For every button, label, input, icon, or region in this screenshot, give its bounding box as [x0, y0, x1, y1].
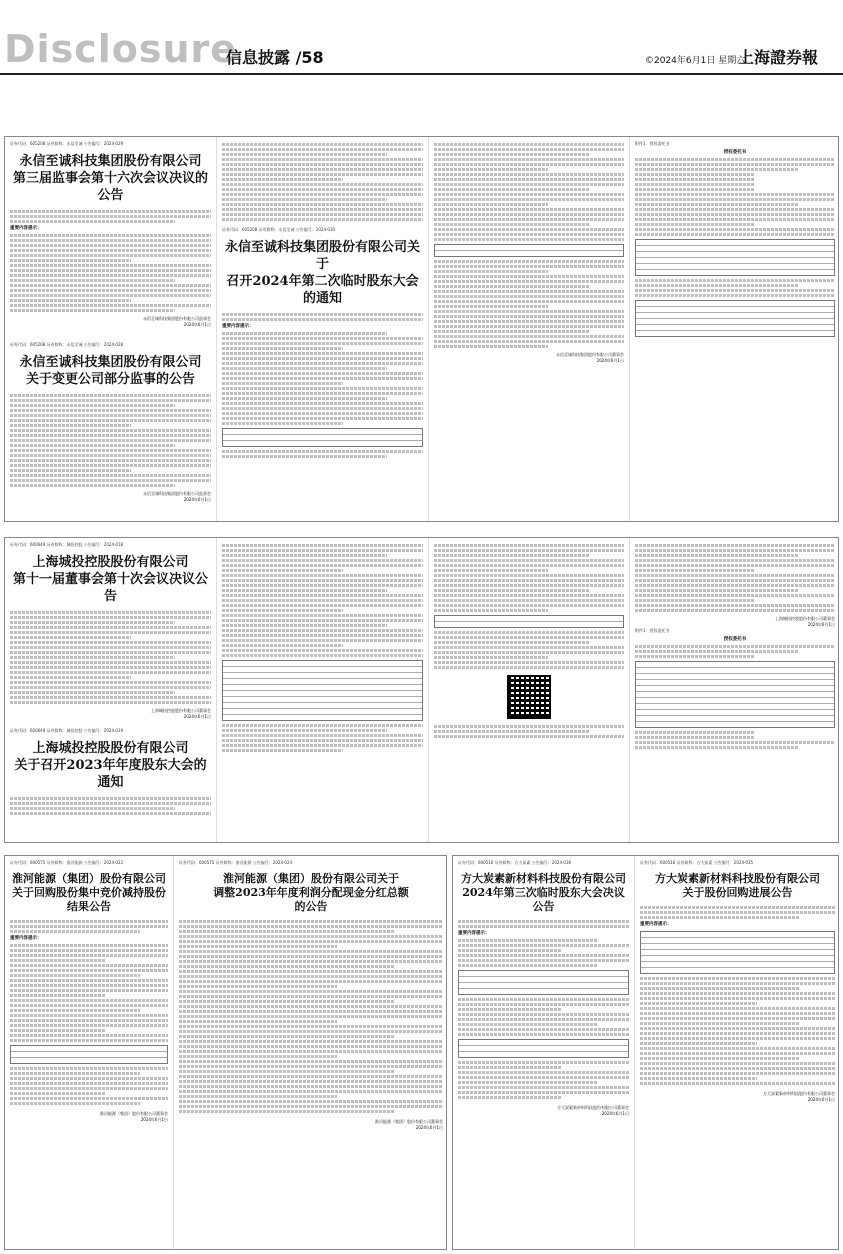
panel-fangda — [452, 855, 839, 1250]
column-4 — [629, 538, 839, 842]
article-meta: 证券代码：605208 证券简称：永信至诚 公告编号：2024-030 — [222, 227, 336, 232]
attachment-label: 附件1：授权委托书 — [635, 628, 670, 633]
article-meta: 证券代码：605208 证券简称：永信至诚 公告编号：2024-029 — [10, 141, 124, 146]
article-title: 上海城投控股股份有限公司 第十一届董事会第十次会议决议公告 — [12, 555, 208, 604]
article-signature: 淮河能源（集团）股份有限公司董事会 2024年6月1日 — [375, 1119, 443, 1130]
article-signature: 永信至诚科技集团股份有限公司董事会 2024年6月1日 — [556, 352, 624, 363]
column-2 — [634, 856, 839, 1249]
section-heading: 重要内容提示： — [10, 936, 42, 941]
masthead-rule — [0, 73, 843, 75]
meeting-table — [434, 615, 624, 628]
section-heading: 重要内容提示： — [10, 226, 42, 231]
article-signature: 淮河能源（集团）股份有限公司董事会 2024年6月1日 — [100, 1111, 168, 1122]
article-title: 永信至诚科技集团股份有限公司关于 召开2024年第二次临时股东大会的通知 — [224, 240, 420, 306]
voting-table — [635, 239, 835, 276]
panel-huaihe — [4, 855, 447, 1250]
authorization-form-title: 授权委托书 — [723, 637, 747, 642]
column-3 — [428, 137, 629, 521]
article-title: 上海城投控股股份有限公司 关于召开2023年年度股东大会的通知 — [14, 741, 207, 790]
article-title: 方大炭素新材料科技股份有限公司 2024年第三次临时股东大会决议公告 — [461, 872, 626, 913]
panel-yongxin — [4, 136, 839, 522]
attendance-table — [458, 970, 629, 995]
article-title: 永信至诚科技集团股份有限公司 第三届监事会第十六次会议决议的公告 — [12, 154, 208, 203]
section-heading: 重要内容提示： — [458, 931, 490, 936]
repurchase-table — [640, 931, 835, 974]
proposal-table — [222, 660, 423, 721]
column-1 — [453, 856, 634, 1249]
article-signature: 永信至诚科技集团股份有限公司监事会 2024年6月1日 — [143, 491, 211, 502]
article-meta: 证券代码：600649 证券简称：城投控股 公告编号：2024-018 — [10, 542, 124, 547]
newspaper-logo: 上海證券報 — [738, 48, 819, 67]
meeting-table — [434, 244, 624, 257]
section-heading: 重要内容提示： — [640, 922, 672, 927]
proposal-table — [222, 428, 423, 447]
attachment-label: 附件1：授权委托书 — [635, 141, 670, 146]
article-meta: 证券代码：600575 证券简称：淮河能源 公告编号：2024-024 — [179, 860, 293, 865]
column-2 — [216, 137, 428, 521]
article-title: 方大炭素新材料科技股份有限公司 关于股份回购进展公告 — [655, 872, 820, 899]
article-meta: 证券代码：600575 证券简称：淮河能源 公告编号：2024-023 — [10, 860, 124, 865]
article-meta: 证券代码：600516 证券简称：方大炭素 公告编号：2024-036 — [458, 860, 572, 865]
article-signature: 上海城投控股股份有限公司董事会 2024年6月1日 — [775, 616, 835, 627]
voting-table — [635, 661, 835, 728]
article-signature: 永信至诚科技集团股份有限公司监事会 2024年6月1日 — [143, 316, 211, 327]
section-label: 信息披露 /58 — [226, 48, 324, 67]
article-meta: 证券代码：605208 证券简称：永信至诚 公告编号：2024-028 — [10, 342, 124, 347]
column-2 — [216, 538, 428, 842]
masthead-wordmark: Disclosure — [4, 27, 238, 71]
article-signature: 方大炭素新材料科技股份有限公司董事会 2024年6月1日 — [763, 1091, 835, 1102]
article-signature: 上海城投控股股份有限公司董事会 2024年6月1日 — [151, 708, 211, 719]
column-1 — [5, 538, 216, 842]
column-1 — [5, 856, 173, 1249]
column-1 — [5, 137, 216, 521]
column-4 — [629, 137, 839, 521]
article-title: 淮河能源（集团）股份有限公司 关于回购股份集中竞价减持股份结果公告 — [12, 872, 166, 913]
section-heading: 重要内容提示： — [222, 324, 254, 329]
voting-result-table — [458, 1039, 629, 1058]
column-2 — [173, 856, 447, 1249]
article-title: 永信至诚科技集团股份有限公司 关于变更公司部分监事的公告 — [19, 355, 202, 387]
article-title: 淮河能源（集团）股份有限公司关于 调整2023年年度利润分配现金分红总额 的公告 — [213, 872, 409, 913]
qr-code-image — [507, 675, 551, 719]
cumulative-voting-table — [635, 300, 835, 337]
panel-chengtou — [4, 537, 839, 843]
issue-date: ©2024年6月1日 星期六 — [645, 56, 746, 66]
article-meta: 证券代码：600516 证券简称：方大炭素 公告编号：2024-035 — [640, 860, 754, 865]
column-3 — [428, 538, 629, 842]
masthead — [0, 0, 843, 74]
authorization-form-title: 授权委托书 — [723, 150, 747, 155]
article-signature: 方大炭素新材料科技股份有限公司董事会 2024年6月1日 — [557, 1105, 629, 1116]
reduction-table — [10, 1045, 168, 1064]
article-meta: 证券代码：600649 证券简称：城投控股 公告编号：2024-019 — [10, 728, 124, 733]
